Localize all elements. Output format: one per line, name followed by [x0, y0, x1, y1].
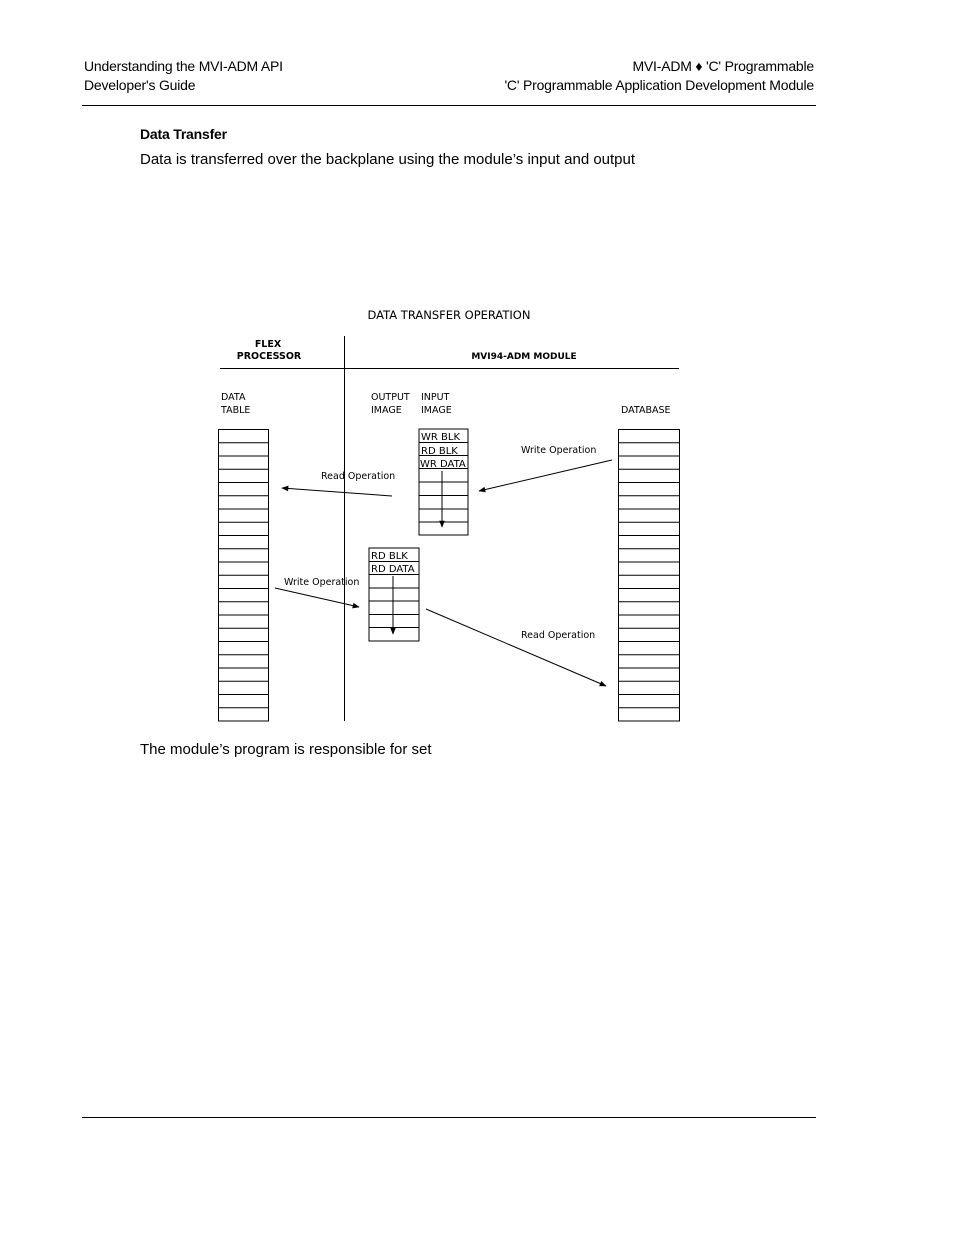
- input-row-wr-blk: WR BLK: [421, 432, 461, 443]
- module-label: MVI94-ADM MODULE: [471, 352, 577, 362]
- output-row-rd-blk: RD BLK: [371, 551, 408, 562]
- output-image-block: [369, 548, 419, 641]
- read-operation-arrow-top: [282, 488, 392, 496]
- write-operation-arrow-bottom: [275, 588, 359, 607]
- data-table-column: [219, 430, 269, 722]
- input-image-block: [419, 429, 468, 535]
- footer-rule: [82, 1117, 816, 1118]
- output-image-label-line1: OUTPUT: [371, 392, 410, 403]
- data-table-label-line2: TABLE: [221, 405, 251, 416]
- flex-label-line1: FLEX: [254, 339, 282, 350]
- data-table-label-line1: DATA: [221, 392, 246, 403]
- header-product-description: 'C' Programmable Application Development Module: [504, 77, 814, 93]
- header-product: MVI-ADM ♦ 'C' Programmable: [632, 58, 814, 74]
- input-image-label-line2: IMAGE: [421, 405, 452, 416]
- write-operation-label-bottom: Write Operation: [284, 577, 360, 588]
- write-operation-label-top: Write Operation: [521, 445, 597, 456]
- write-operation-arrow-top: [479, 460, 612, 491]
- flex-label-line2: PROCESSOR: [236, 351, 302, 362]
- read-operation-label-bottom: Read Operation: [521, 630, 596, 641]
- section-heading: Data Transfer: [140, 126, 227, 142]
- closing-paragraph: The module’s program is responsible for set: [140, 741, 432, 758]
- input-row-rd-blk: RD BLK: [421, 446, 458, 457]
- database-label: DATABASE: [621, 405, 671, 416]
- database-column: [619, 430, 680, 722]
- output-image-label-line2: IMAGE: [371, 405, 402, 416]
- input-row-wr-data: WR DATA: [420, 459, 466, 470]
- diagram-title: DATA TRANSFER OPERATION: [367, 308, 531, 322]
- read-operation-arrow-bottom: [426, 609, 606, 686]
- header-doc-title: Understanding the MVI-ADM API: [84, 58, 283, 74]
- output-row-rd-data: RD DATA: [371, 564, 415, 575]
- intro-paragraph: Data is transferred over the backplane using the module’s input and output: [140, 151, 636, 168]
- input-image-label-line1: INPUT: [421, 392, 450, 403]
- read-operation-label-top: Read Operation: [321, 471, 396, 482]
- header-doc-subtitle: Developer's Guide: [84, 77, 196, 93]
